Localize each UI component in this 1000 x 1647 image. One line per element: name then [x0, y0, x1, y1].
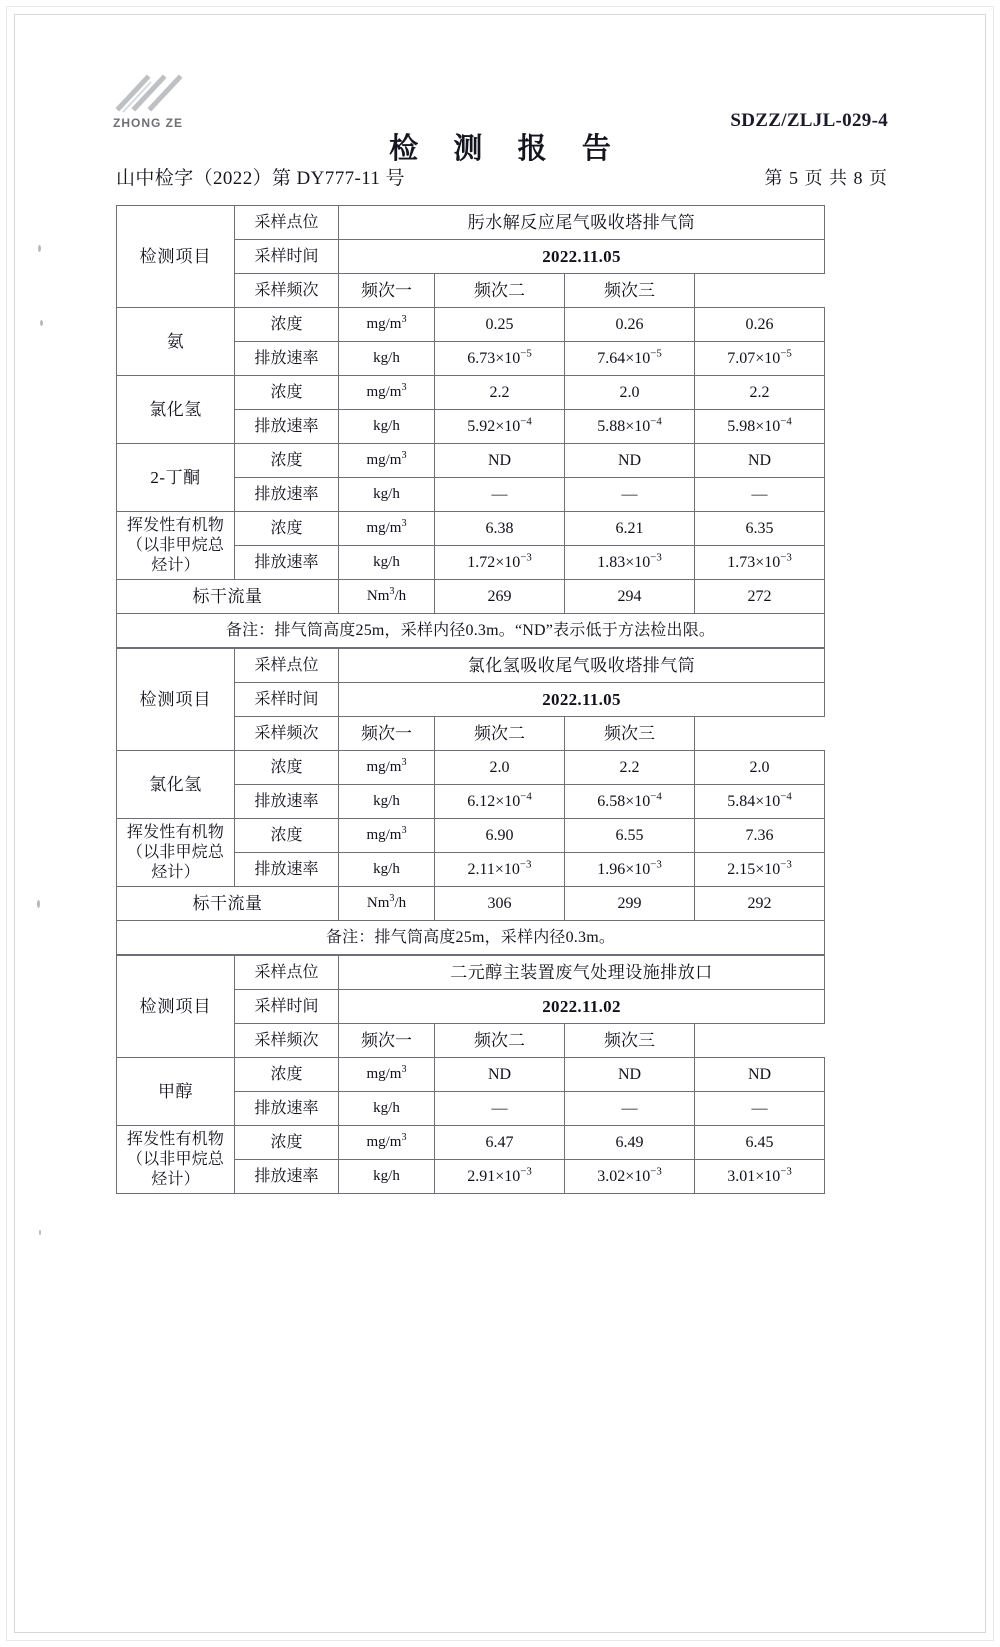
- unit-cell: kg/h: [339, 853, 435, 887]
- frequency-2-header: 频次二: [435, 274, 565, 308]
- table-row: [117, 751, 825, 785]
- sampling-point-value: 二元醇主装置废气处理设施排放口: [339, 956, 825, 990]
- unit-cell: kg/h: [339, 1092, 435, 1126]
- value-cell: 269: [435, 580, 565, 614]
- measure-type: 排放速率: [235, 853, 339, 887]
- measure-type: 浓度: [235, 512, 339, 546]
- value-cell: 6.55: [565, 819, 695, 853]
- label-sampling-point: 采样点位: [235, 649, 339, 683]
- table-row: [117, 206, 825, 240]
- frequency-3-header: 频次三: [565, 274, 695, 308]
- value-cell: $5.92\times 10^{-4}$: [435, 410, 565, 444]
- value-cell: 6.21: [565, 512, 695, 546]
- report-number: 山中检字（2022）第 DY777-11 号: [116, 168, 405, 189]
- flow-label: 标干流量: [117, 887, 339, 921]
- label-sampling-frequency: 采样频次: [235, 274, 339, 308]
- unit-cell: Nm$^3$/h: [339, 887, 435, 921]
- value-cell: 2.2: [695, 376, 825, 410]
- measure-type: 浓度: [235, 376, 339, 410]
- unit-cell: $mg/m^3$: [339, 1126, 435, 1160]
- value-cell: $5.84\times 10^{-4}$: [695, 785, 825, 819]
- page-title: 检 测 报 告: [389, 133, 625, 165]
- label-detection-item: 检测项目: [117, 649, 235, 751]
- measure-type: 排放速率: [235, 546, 339, 580]
- value-cell: 2.0: [565, 376, 695, 410]
- unit-cell: kg/h: [339, 342, 435, 376]
- sampling-time-value: 2022.11.02: [339, 990, 825, 1024]
- scan-speck: [38, 245, 41, 252]
- result-table-3: [116, 955, 825, 1194]
- table-note: 备注：排气筒高度25m，采样内径0.3m。“ND”表示低于方法检出限。: [117, 614, 825, 648]
- scan-speck: [40, 320, 43, 326]
- unit-cell: $mg/m^3$: [339, 444, 435, 478]
- value-cell: $5.88\times 10^{-4}$: [565, 410, 695, 444]
- value-cell: $1.96\times 10^{-3}$: [565, 853, 695, 887]
- report-tables: [116, 205, 824, 1194]
- label-detection-item: 检测项目: [117, 956, 235, 1058]
- unit-cell: $mg/m^3$: [339, 819, 435, 853]
- table-row: [117, 956, 825, 990]
- value-cell: 0.25: [435, 308, 565, 342]
- value-cell: 272: [695, 580, 825, 614]
- value-cell: 306: [435, 887, 565, 921]
- value-cell: $2.91\times 10^{-3}$: [435, 1160, 565, 1194]
- value-cell: $6.58\times 10^{-4}$: [565, 785, 695, 819]
- value-cell: $7.07\times 10^{-5}$: [695, 342, 825, 376]
- value-cell: —: [435, 1092, 565, 1126]
- label-sampling-time: 采样时间: [235, 240, 339, 274]
- unit-cell: $mg/m^3$: [339, 1058, 435, 1092]
- table-row: [117, 921, 825, 955]
- sampling-time-value: 2022.11.05: [339, 240, 825, 274]
- value-cell: $1.72\times 10^{-3}$: [435, 546, 565, 580]
- document-code: SDZZ/ZLJL-029-4: [730, 110, 888, 131]
- value-cell: —: [565, 1092, 695, 1126]
- value-cell: 299: [565, 887, 695, 921]
- table-row: [117, 580, 825, 614]
- label-sampling-time: 采样时间: [235, 990, 339, 1024]
- value-cell: ND: [695, 444, 825, 478]
- value-cell: 294: [565, 580, 695, 614]
- label-sampling-frequency: 采样频次: [235, 1024, 339, 1058]
- measure-type: 排放速率: [235, 342, 339, 376]
- value-cell: $7.64\times 10^{-5}$: [565, 342, 695, 376]
- value-cell: 6.47: [435, 1126, 565, 1160]
- table-row: [117, 376, 825, 410]
- value-cell: ND: [695, 1058, 825, 1092]
- value-cell: $2.11\times 10^{-3}$: [435, 853, 565, 887]
- measure-type: 浓度: [235, 819, 339, 853]
- parameter-name: 氨: [117, 308, 235, 376]
- logo-wordmark: ZHONG ZE: [113, 116, 183, 130]
- value-cell: ND: [565, 1058, 695, 1092]
- label-detection-item: 检测项目: [117, 206, 235, 308]
- scan-speck: [39, 1230, 41, 1235]
- label-sampling-frequency: 采样频次: [235, 717, 339, 751]
- unit-cell: Nm$^3$/h: [339, 580, 435, 614]
- parameter-name: 挥发性有机物（以非甲烷总烃计）: [117, 819, 235, 887]
- table-row: [117, 1126, 825, 1160]
- value-cell: ND: [565, 444, 695, 478]
- table-row: [117, 308, 825, 342]
- value-cell: $6.73\times 10^{-5}$: [435, 342, 565, 376]
- value-cell: —: [435, 478, 565, 512]
- measure-type: 浓度: [235, 444, 339, 478]
- measure-type: 排放速率: [235, 1092, 339, 1126]
- unit-cell: kg/h: [339, 478, 435, 512]
- sampling-point-value: 肟水解反应尾气吸收塔排气筒: [339, 206, 825, 240]
- parameter-name: 挥发性有机物（以非甲烷总烃计）: [117, 1126, 235, 1194]
- table-note: 备注：排气筒高度25m，采样内径0.3m。: [117, 921, 825, 955]
- result-table-1: [116, 205, 825, 648]
- table-row: [117, 1058, 825, 1092]
- parameter-name: 2-丁酮: [117, 444, 235, 512]
- result-table-2: [116, 648, 825, 955]
- value-cell: 2.2: [435, 376, 565, 410]
- value-cell: ND: [435, 1058, 565, 1092]
- frequency-1-header: 频次一: [339, 274, 435, 308]
- frequency-1-header: 频次一: [339, 717, 435, 751]
- zhongze-stripes-logo: [113, 72, 197, 114]
- value-cell: 6.45: [695, 1126, 825, 1160]
- unit-cell: $mg/m^3$: [339, 751, 435, 785]
- parameter-name: 氯化氢: [117, 376, 235, 444]
- measure-type: 浓度: [235, 1126, 339, 1160]
- value-cell: 6.49: [565, 1126, 695, 1160]
- label-sampling-time: 采样时间: [235, 683, 339, 717]
- measure-type: 排放速率: [235, 410, 339, 444]
- unit-cell: kg/h: [339, 410, 435, 444]
- unit-cell: $mg/m^3$: [339, 512, 435, 546]
- value-cell: —: [695, 1092, 825, 1126]
- frequency-1-header: 频次一: [339, 1024, 435, 1058]
- value-cell: $3.01\times 10^{-3}$: [695, 1160, 825, 1194]
- measure-type: 排放速率: [235, 1160, 339, 1194]
- frequency-2-header: 频次二: [435, 1024, 565, 1058]
- frequency-3-header: 频次三: [565, 1024, 695, 1058]
- unit-cell: $mg/m^3$: [339, 308, 435, 342]
- value-cell: —: [695, 478, 825, 512]
- table-row: [117, 819, 825, 853]
- unit-cell: $mg/m^3$: [339, 376, 435, 410]
- value-cell: 2.0: [695, 751, 825, 785]
- value-cell: —: [565, 478, 695, 512]
- value-cell: $3.02\times 10^{-3}$: [565, 1160, 695, 1194]
- table-row: [117, 512, 825, 546]
- value-cell: 7.36: [695, 819, 825, 853]
- value-cell: 292: [695, 887, 825, 921]
- value-cell: $6.12\times 10^{-4}$: [435, 785, 565, 819]
- value-cell: $1.83\times 10^{-3}$: [565, 546, 695, 580]
- table-row: [117, 614, 825, 648]
- sampling-point-value: 氯化氢吸收尾气吸收塔排气筒: [339, 649, 825, 683]
- value-cell: $5.98\times 10^{-4}$: [695, 410, 825, 444]
- measure-type: 排放速率: [235, 478, 339, 512]
- value-cell: 2.0: [435, 751, 565, 785]
- parameter-name: 甲醇: [117, 1058, 235, 1126]
- page-indicator: 第 5 页 共 8 页: [764, 168, 888, 188]
- measure-type: 浓度: [235, 308, 339, 342]
- unit-cell: kg/h: [339, 546, 435, 580]
- parameter-name: 氯化氢: [117, 751, 235, 819]
- value-cell: ND: [435, 444, 565, 478]
- unit-cell: kg/h: [339, 1160, 435, 1194]
- sampling-time-value: 2022.11.05: [339, 683, 825, 717]
- table-row: [117, 649, 825, 683]
- value-cell: 6.38: [435, 512, 565, 546]
- measure-type: 浓度: [235, 1058, 339, 1092]
- value-cell: 0.26: [565, 308, 695, 342]
- label-sampling-point: 采样点位: [235, 956, 339, 990]
- scan-speck: [37, 900, 40, 908]
- parameter-name: 挥发性有机物（以非甲烷总烃计）: [117, 512, 235, 580]
- frequency-3-header: 频次三: [565, 717, 695, 751]
- value-cell: 0.26: [695, 308, 825, 342]
- table-row: [117, 887, 825, 921]
- frequency-2-header: 频次二: [435, 717, 565, 751]
- value-cell: $2.15\times 10^{-3}$: [695, 853, 825, 887]
- measure-type: 浓度: [235, 751, 339, 785]
- value-cell: 2.2: [565, 751, 695, 785]
- value-cell: 6.35: [695, 512, 825, 546]
- value-cell: 6.90: [435, 819, 565, 853]
- measure-type: 排放速率: [235, 785, 339, 819]
- label-sampling-point: 采样点位: [235, 206, 339, 240]
- flow-label: 标干流量: [117, 580, 339, 614]
- value-cell: $1.73\times 10^{-3}$: [695, 546, 825, 580]
- unit-cell: kg/h: [339, 785, 435, 819]
- table-row: [117, 444, 825, 478]
